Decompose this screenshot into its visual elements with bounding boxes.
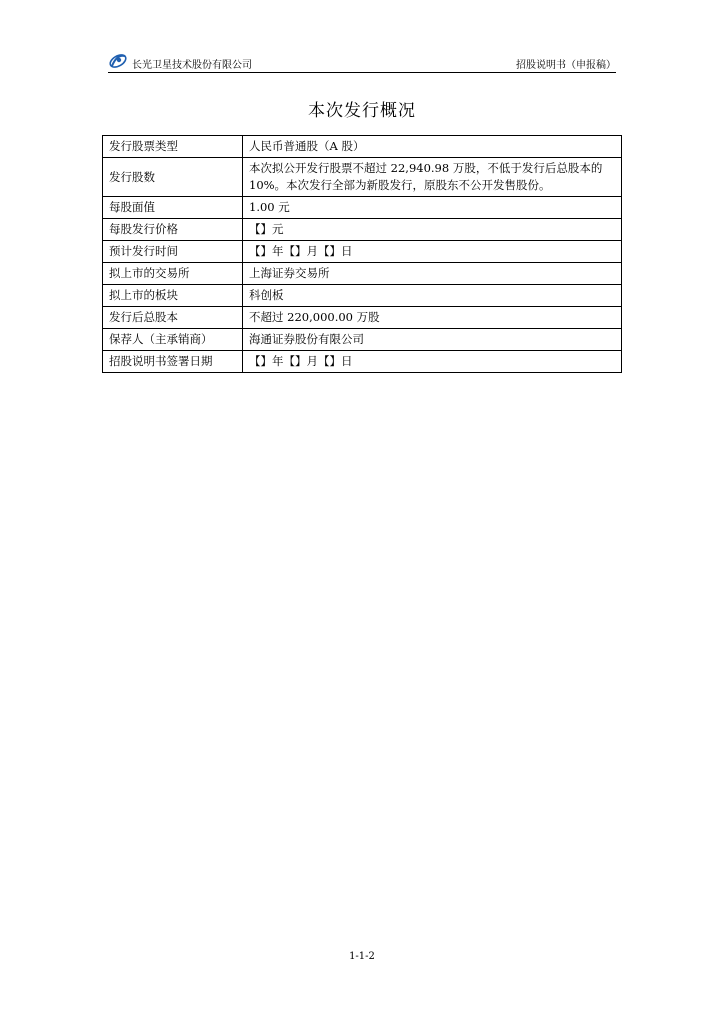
row-label: 发行股票类型 (103, 136, 243, 158)
row-label: 预计发行时间 (103, 241, 243, 263)
page-title: 本次发行概况 (308, 101, 416, 121)
row-value: 【】年【】月【】日 (243, 351, 622, 373)
row-value: 1.00 元 (243, 197, 622, 219)
header-company-name: 长光卫星技术股份有限公司 (132, 60, 252, 71)
row-label: 每股面值 (103, 197, 243, 219)
row-label: 保荐人（主承销商） (103, 329, 243, 351)
row-label: 招股说明书签署日期 (103, 351, 243, 373)
table-row (103, 285, 622, 307)
row-value: 海通证券股份有限公司 (243, 329, 622, 351)
row-label: 拟上市的交易所 (103, 263, 243, 285)
table-row (103, 307, 622, 329)
issuance-overview-table (102, 135, 622, 373)
page-header (108, 52, 616, 73)
row-value: 本次拟公开发行股票不超过 22,940.98 万股，不低于发行后总股本的 10%。本次发行全部为新股发行，原股东不公开发售股份。 (243, 158, 622, 197)
row-value: 上海证券交易所 (243, 263, 622, 285)
table-row (103, 197, 622, 219)
table-row (103, 263, 622, 285)
row-value: 科创板 (243, 285, 622, 307)
row-label: 每股发行价格 (103, 219, 243, 241)
header-document-type: 招股说明书（申报稿） (516, 60, 616, 71)
table-row (103, 351, 622, 373)
row-value: 【】元 (243, 219, 622, 241)
table-row (103, 329, 622, 351)
company-logo-icon (108, 52, 128, 70)
row-label: 发行后总股本 (103, 307, 243, 329)
table-row (103, 241, 622, 263)
row-value: 【】年【】月【】日 (243, 241, 622, 263)
table-row (103, 158, 622, 197)
row-label: 发行股数 (103, 158, 243, 197)
row-value: 不超过 220,000.00 万股 (243, 307, 622, 329)
table-row (103, 136, 622, 158)
row-value: 人民币普通股（A 股） (243, 136, 622, 158)
row-label: 拟上市的板块 (103, 285, 243, 307)
page-number: 1-1-2 (349, 951, 375, 962)
table-row (103, 219, 622, 241)
